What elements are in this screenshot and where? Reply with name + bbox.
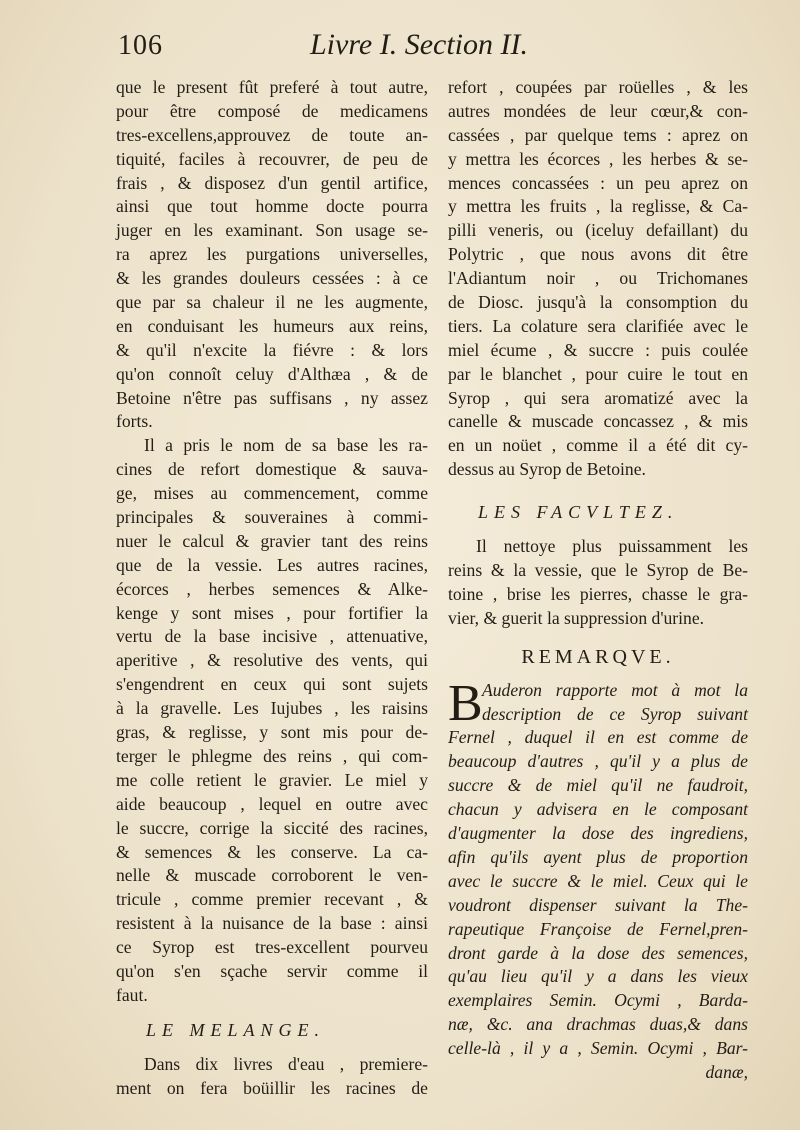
text-line: canelle & muscade concassez , & mis	[448, 411, 748, 432]
text-line: tiquité, faciles à recouvrer, de peu de	[116, 148, 428, 169]
text-line: vertu de la base incisive , attenuative,	[116, 626, 428, 647]
left-paragraph-1	[116, 76, 428, 434]
text-line: celle-là , il y a , Semin. Ocymi , Bar-	[448, 1038, 748, 1059]
text-line: qu'on connoît celuy d'Althæa , & de	[116, 363, 428, 384]
text-line: nuer le calcul & gravier tant des reins	[116, 530, 428, 551]
text-line: cassées , par quelque tems : aprez on	[448, 124, 748, 145]
text-line: dront garde à la dose des semences,	[448, 942, 748, 963]
text-line: Il a pris le nom de sa base les ra-	[144, 435, 428, 456]
text-line: y mettra les fruits , la reglisse, & Ca-	[448, 196, 748, 217]
text-line: ge, mises au commencement, comme	[116, 483, 428, 504]
melange-paragraph	[116, 1053, 428, 1101]
text-line: pour être composé de medicamens	[116, 100, 428, 121]
text-line: Polytric , que nous avons dit être	[448, 244, 748, 265]
text-line: rapeutique Françoise de Fernel,pren-	[448, 918, 748, 939]
remarque-paragraph	[448, 674, 748, 1061]
text-line: toine , brise les pierres, chasse le gra-	[448, 583, 748, 604]
text-line: y mettra les écorces , les herbes & se-	[448, 148, 748, 169]
text-line: le succre, corrige la siccité des racines,	[116, 817, 428, 838]
text-line: dessus au Syrop de Betoine.	[448, 459, 646, 480]
text-line: Fernel , duquel il en est comme de	[448, 727, 748, 748]
text-line: Dans dix livres d'eau , premiere-	[144, 1053, 428, 1074]
text-line: nelle & muscade corroborent le ven-	[116, 865, 428, 886]
text-line: mences concassées : un peu aprez on	[448, 172, 748, 193]
text-line: en conduisant les humeurs aux reins,	[116, 315, 428, 336]
page-header	[118, 22, 590, 72]
text-line: næ, &c. ana drachmas duas,& dans	[448, 1014, 748, 1035]
text-line: Betoine n'être pas suffisans , ny assez	[116, 387, 428, 408]
text-line: ment on fera boüillir les racines de	[116, 1077, 428, 1098]
remarque-heading: REMARQVE.	[521, 645, 675, 668]
text-line: description de ce Syrop suivant	[482, 703, 748, 724]
text-line: pilli veneris, ou (iceluy defaillant) du	[448, 220, 748, 241]
right-column	[448, 76, 748, 1085]
drop-cap: B	[448, 674, 483, 732]
text-line: succre & de miel qu'il ne faudroit,	[448, 775, 748, 796]
text-line: qu'on s'en sçache servir comme il	[116, 960, 428, 981]
text-line: l'Adiantum noir , ou Trichomanes	[448, 268, 748, 289]
melange-heading: LE MELANGE.	[146, 1019, 326, 1040]
text-line: principales & souveraines à commi-	[116, 507, 428, 528]
left-paragraph-2	[116, 434, 428, 1007]
text-line: chacun y advisera en le composant	[448, 799, 748, 820]
catchword: danæ,	[705, 1061, 748, 1082]
text-line: resistent à la nuisance de la base : ainsi	[116, 913, 428, 934]
text-line: beaucoup d'autres , qu'il y a plus de	[448, 751, 748, 772]
text-line: Syrop , qui sera aromatizé avec la	[448, 387, 748, 408]
text-line: écorces , herbes semences & Alke-	[116, 578, 428, 599]
text-line: en un noüet , comme il a été dit cy-	[448, 435, 748, 456]
left-column	[116, 76, 428, 1101]
text-line: aperitive , & resolutive des vents, qui	[116, 650, 428, 671]
text-line: tiers. La colature sera clarifiée avec le	[448, 315, 748, 336]
text-line: aide beaucoup , lequel en outre avec	[116, 793, 428, 814]
text-line: de Diosc. jusqu'à la consomption du	[448, 292, 748, 313]
text-line: forts.	[116, 411, 153, 432]
text-line: que par sa chaleur il ne les augmente,	[116, 292, 428, 313]
text-line: avec le succre & le miel. Ceux qui le	[448, 870, 748, 891]
text-line: ce Syrop est tres-excellent pourveu	[116, 937, 428, 958]
text-line: voudront dispenser suivant la The-	[448, 894, 748, 915]
text-line: kenge y sont mises , pour fortifier la	[116, 602, 428, 623]
text-line: d'augmenter la dose des ingrediens,	[448, 823, 748, 844]
facultez-paragraph	[448, 535, 748, 631]
text-line: exemplaires Semin. Ocymi , Barda-	[448, 990, 748, 1011]
running-title: Livre I. Section II.	[310, 28, 528, 61]
text-line: s'engendrent en ceux qui sont sujets	[116, 674, 428, 695]
text-line: tricule , comme premier recevant , &	[116, 889, 428, 910]
text-line: ainsi que tout homme docte pourra	[116, 196, 428, 217]
text-line: juger en les examinant. Son usage se-	[116, 220, 428, 241]
text-line: reins & la vessie, que le Syrop de Be-	[448, 560, 748, 581]
text-line: Il nettoye plus puissamment les	[476, 536, 748, 557]
facultez-heading: LES FACVLTEZ.	[478, 502, 679, 523]
text-line: & qu'il n'excite la fiévre : & lors	[116, 339, 428, 360]
page-number: 106	[118, 30, 163, 61]
text-line: & semences & les conserve. La ca-	[116, 841, 428, 862]
text-line: qu'au lieu qu'il y a dans les vieux	[448, 966, 748, 987]
text-line: & les grandes douleurs cessées : à ce	[116, 268, 428, 289]
text-line: à la gravelle. Les Iujubes , les raisins	[116, 698, 428, 719]
text-line: tres-excellens,approuvez de toute an-	[116, 124, 428, 145]
text-line: par le blanchet , pour cuire le tout en	[448, 363, 748, 384]
text-line: ra aprez les purgations universelles,	[116, 244, 428, 265]
text-line: me colle retient le gravier. Le miel y	[116, 769, 428, 790]
text-line: miel écume , & succre : puis coulée	[448, 339, 748, 360]
text-line: terger le phlegme des reins , qui com-	[116, 745, 428, 766]
text-line: refort , coupées par roüelles , & les	[448, 77, 748, 97]
right-paragraph-1	[448, 76, 748, 482]
text-line: frais , & disposez d'un gentil artifice,	[116, 172, 428, 193]
text-line: autres mondées de leur cœur,& con-	[448, 100, 748, 121]
text-line: vier, & guerit la suppression d'urine.	[448, 607, 705, 628]
text-line: Auderon rapporte mot à mot la	[482, 679, 748, 700]
remarque-block	[448, 674, 748, 1061]
text-line: faut.	[116, 984, 148, 1005]
text-line: cines de refort domestique & sauva-	[116, 459, 428, 480]
text-line: que de la vessie. Les autres racines,	[116, 554, 428, 575]
text-line: que le present fût preferé à tout autre,	[116, 77, 428, 97]
text-line: gras, & reglisse, y sont mis pour de-	[116, 722, 428, 743]
text-line: afin qu'ils ayent plus de proportion	[448, 846, 748, 867]
